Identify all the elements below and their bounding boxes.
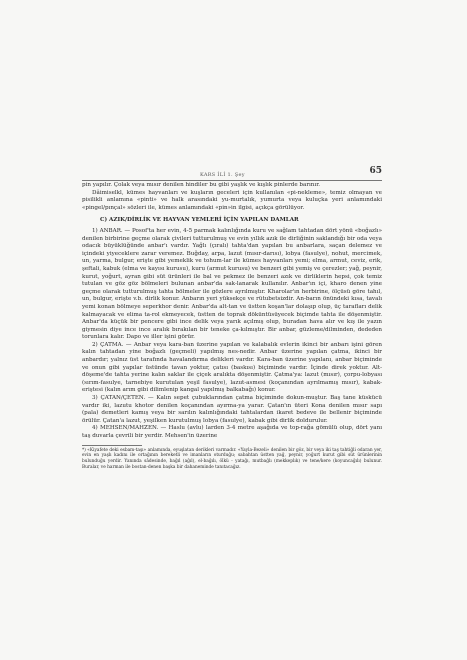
section-heading: C) AZIK/DİRLİK VE HAYVAN YEMLERİ İÇİN YAPILAN DAMLAR (100, 217, 299, 224)
footnote (82, 448, 382, 471)
body-text (82, 182, 382, 470)
item-catan: 3) ÇATAN/ÇETEN. — Kalın sepet çubuklarından çatma biçiminde dokun-muştur. Baş tane küskücü vardır iki, lazutu khotor denilen koçanından ayırma-ya yarar. Çatan'ın üteri Kona denilen mısır sapı (pala) demetleri kamış veya bir sarılın kalınlığındaki tahtalardan ikaret bedeve ile bellenir biçiminde örülür. Çatan'a lazut, yeşilken kurutulmuş lobya (fasulye), kabak gibi dirlik doldurulur. (82, 395, 382, 424)
running-title: KARS İLİ 1. Şey (200, 172, 245, 178)
footnote-text: *) «Kiyafete deki esbam-taşı» anlamında, eyuşlatan derikleri varmadır. «Yayla-Bezeli» denilen bir göz, bir veya iki taş tahtiğli odaran yer, evin en yaşlı kadını ile ortağının bereketli ve imanların oturduğu; sabahtan üstten yağ, peynir, yoğurt kurut gibi süt ürünlerinin bulunduğu yerdir. Yanında sâdesinde, bağıl (ağıl), el-bağılı, ölkü - yatağı, mutbağlı (mekkeplık) ve tene/kere (koyuncağılı) bulunur. Buralar, ve harman ile bostan-denen başka bir dahaneminde tanıtacağız. (82, 447, 382, 470)
item-catma: 2) ÇATMA. — Anbar veya kara-ban üzerine yapılan ve kalabalık evlerin ikinci bir anbarı işini gören kalın tahtadan yine boğazlı (geçmeli) yapılmış nes-nedir. Anbar üzerine yapılan çatma, ikinci bir anbardır; yalnız üst tarafında havalandırma delikleri vardır. Kara-ban üzerine yapılanı, anbar biçiminde ve onun gibi yapılar üstünde tavan yoktur, çatısı (baskısı) biçiminde vardır. İçinde direk yoktur. Alt-döşeme'de tahta yerine kalın saklar ile çiçek aralıkta döşenmiştir. Çatma'ya: lazut (mısır), çorpu-lobyası (sırım-fasulye, tarnebiye kurutulan yeşil fasulye), lazut-asmesi (koçanından ayrılmamış mısır), kabak-eriştesi (kalın arım gibi dilimlenip kangal yapılmış balkabağı) konur. (82, 341, 382, 394)
footnote-rule (82, 445, 142, 446)
page-header (82, 166, 382, 182)
paragraph: Dâimiselkl, kümes hayvanları ve kuşların geceleri için kullanılan «pi-nekleme», temiz olmayan ve pisilikli anlamına «pinti» ve halk arasındaki yu-murtalık, yumurta veya kuluçka yeri anlamındaki «pingel/pınçal» sözleri ile, kümes anlamındaki «pin»in ilgisi, açıkça görülüyor. (82, 189, 382, 211)
header-rule (82, 180, 382, 181)
item-mehsen: 4) MEHSEN/MAHZEN. — Haslu (avlu) larden 3-4 metre aşağıda ve top-rağa gömülü olup, dört yanı taş duvarla çevrili bir yerdir. Mehsen'in üzerine (82, 425, 382, 439)
paragraph: pin yapılır. Çolak veya mısır denilen hindiler bu gibi yaşlık ve kışlık pinlerde barınır. (82, 182, 321, 188)
item-anbar: 1) ANBAR. — Posof'ta her evin, 4-5 parmak kalınlığında kuru ve sağlam tahtadan dört yönü «boğazlı» denilen birbirine geçme olarak çivileri tutturulmuş ve evin yıllık azık ile dirliğinin saklandığı bir oda veya odacık büyüklüğünde anbar'ı vardır. Yağlı (çıralı) tahta'dan yapılan bu anbarlara, saçan delemez ve içindeki yiyeceklere zarar veremez. Buğday, arpa, lazut (mısır-darısı), lobya (fasulye), nohut, mercimek, un, yarma, bulgur, erişte gibi yemeklik ve tohum-lar ile kümes hayvanları yemi; elma, armut, ceviz, erik, şeftali, kabuk (elma ve kayısı kurusu), kuru (armut kurusu) ve benzeri gibi yemiş ve çerezler; yağ, peynir, kurut, yoğurt, ayran gibi süt ürünleri ile bal ve pekmez ile benzeri azık ve dirliklerin hepsi, çok temiz tutulan ve göz göz bölmeleri bulunan anbar'da sak-lanarak kullanılır. Anbar'ın içi, kharo denen yine geçme olarak tutturulmuş tahta bölmeler ile gözlere ayrılmıştır. Kharolar'ın herbirine, ölçüsü göre tahıl, un, bulgur, erişte v.b. dirlik konur. Anbarın yeri yüksekçe ve rütubetsizdir. An-barın önündeki kısa, tavalı yemi konan bölmeye seperkhor denir. Anbar'da alt-tan ve üstten koşan'lar dolaşıp olup, üç tarafları delik kalmayacak ve elima ta-rol ekmeyecek, üstten de toprak döküntüsüyecek biçimde tahta ile döşenmiştir. Anbar'da küçük bir pencere gibi ince delik veya yarık açılmış olup, buradan hava alır ve kış ile yazın giymesin diye ince ince aralık bırakılan bir teneke ça-kılmıştır. Bir anbar, güzleme/dilminden, dededen torunlara kalır. Dapo ve iller işini görür. (82, 227, 382, 341)
page-number: 65 (369, 166, 382, 176)
